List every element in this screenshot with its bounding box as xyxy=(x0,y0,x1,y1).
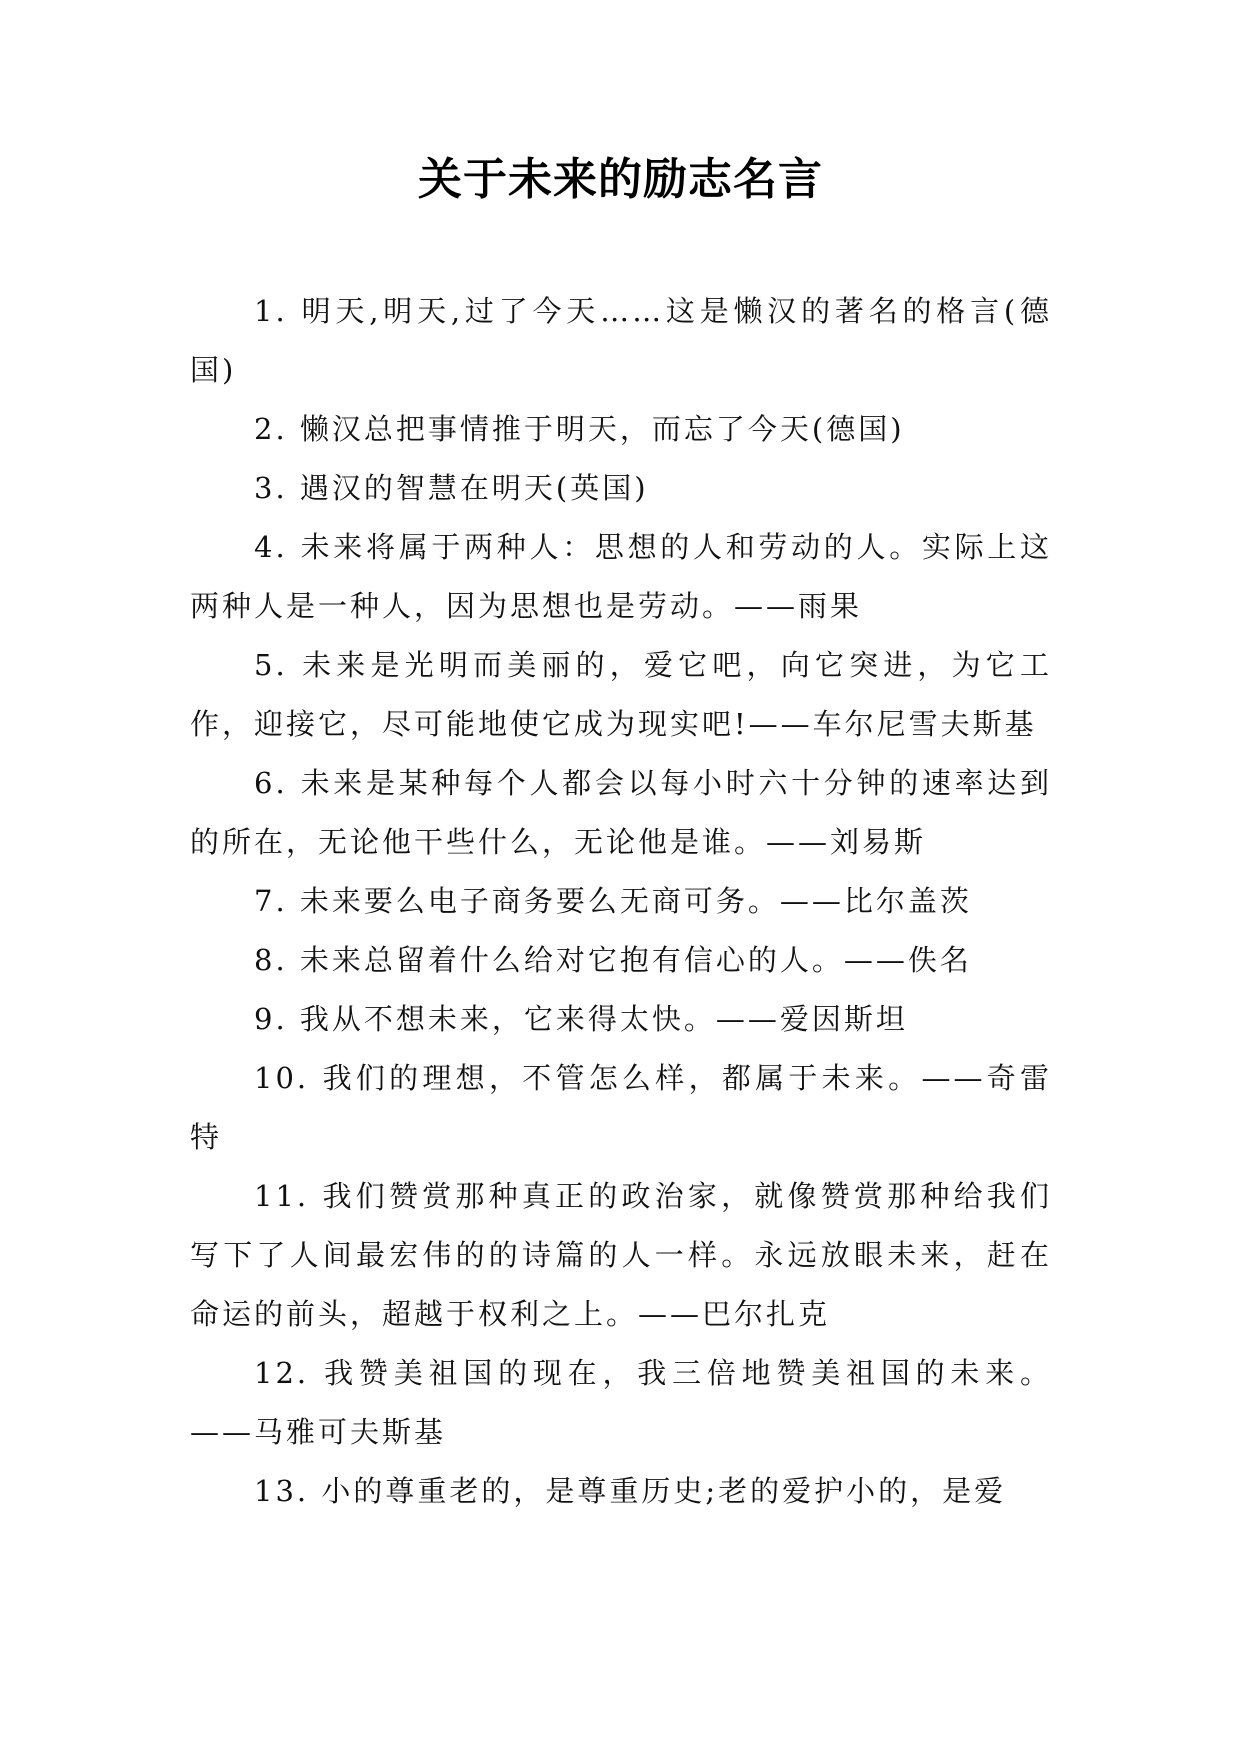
quote-paragraph: 3. 遇汉的智慧在明天(英国) xyxy=(254,471,649,505)
quote-paragraph: 4. 未来将属于两种人：思想的人和劳动的人。实际上这两种人是一种人，因为思想也是劳动。——雨果 xyxy=(190,530,1052,623)
quote-paragraph: 5. 未来是光明而美丽的，爱它吧，向它突进，为它工作，迎接它，尽可能地使它成为现实吧!——车尔尼雪夫斯基 xyxy=(190,648,1052,741)
quote-paragraph: 1. 明天,明天,过了今天……这是懒汉的著名的格言(德国) xyxy=(190,294,1052,387)
quote-paragraph: 7. 未来要么电子商务要么无商可务。——比尔盖茨 xyxy=(254,884,972,918)
quote-paragraph: 11. 我们赞赏那种真正的政治家，就像赞赏那种给我们写下了人间最宏伟的的诗篇的人一样。永远放眼未来，赶在命运的前头，超越于权利之上。——巴尔扎克 xyxy=(190,1179,1052,1331)
quote-paragraph: 9. 我从不想未来，它来得太快。——爱因斯坦 xyxy=(254,1002,908,1036)
quote-list xyxy=(190,282,1052,1521)
quote-paragraph: 2. 懒汉总把事情推于明天，而忘了今天(德国) xyxy=(254,412,905,446)
quote-paragraph: 13. 小的尊重老的，是尊重历史;老的爱护小的，是爱 xyxy=(254,1474,1007,1508)
document-title: 关于未来的励志名言 xyxy=(418,154,823,205)
quote-paragraph: 12. 我赞美祖国的现在，我三倍地赞美祖国的未来。——马雅可夫斯基 xyxy=(190,1356,1052,1449)
quote-paragraph: 8. 未来总留着什么给对它抱有信心的人。——佚名 xyxy=(254,943,972,977)
quote-paragraph: 6. 未来是某种每个人都会以每小时六十分钟的速率达到的所在，无论他干些什么，无论他是谁。——刘易斯 xyxy=(190,766,1052,859)
quote-paragraph: 10. 我们的理想，不管怎么样，都属于未来。——奇雷特 xyxy=(190,1061,1052,1154)
